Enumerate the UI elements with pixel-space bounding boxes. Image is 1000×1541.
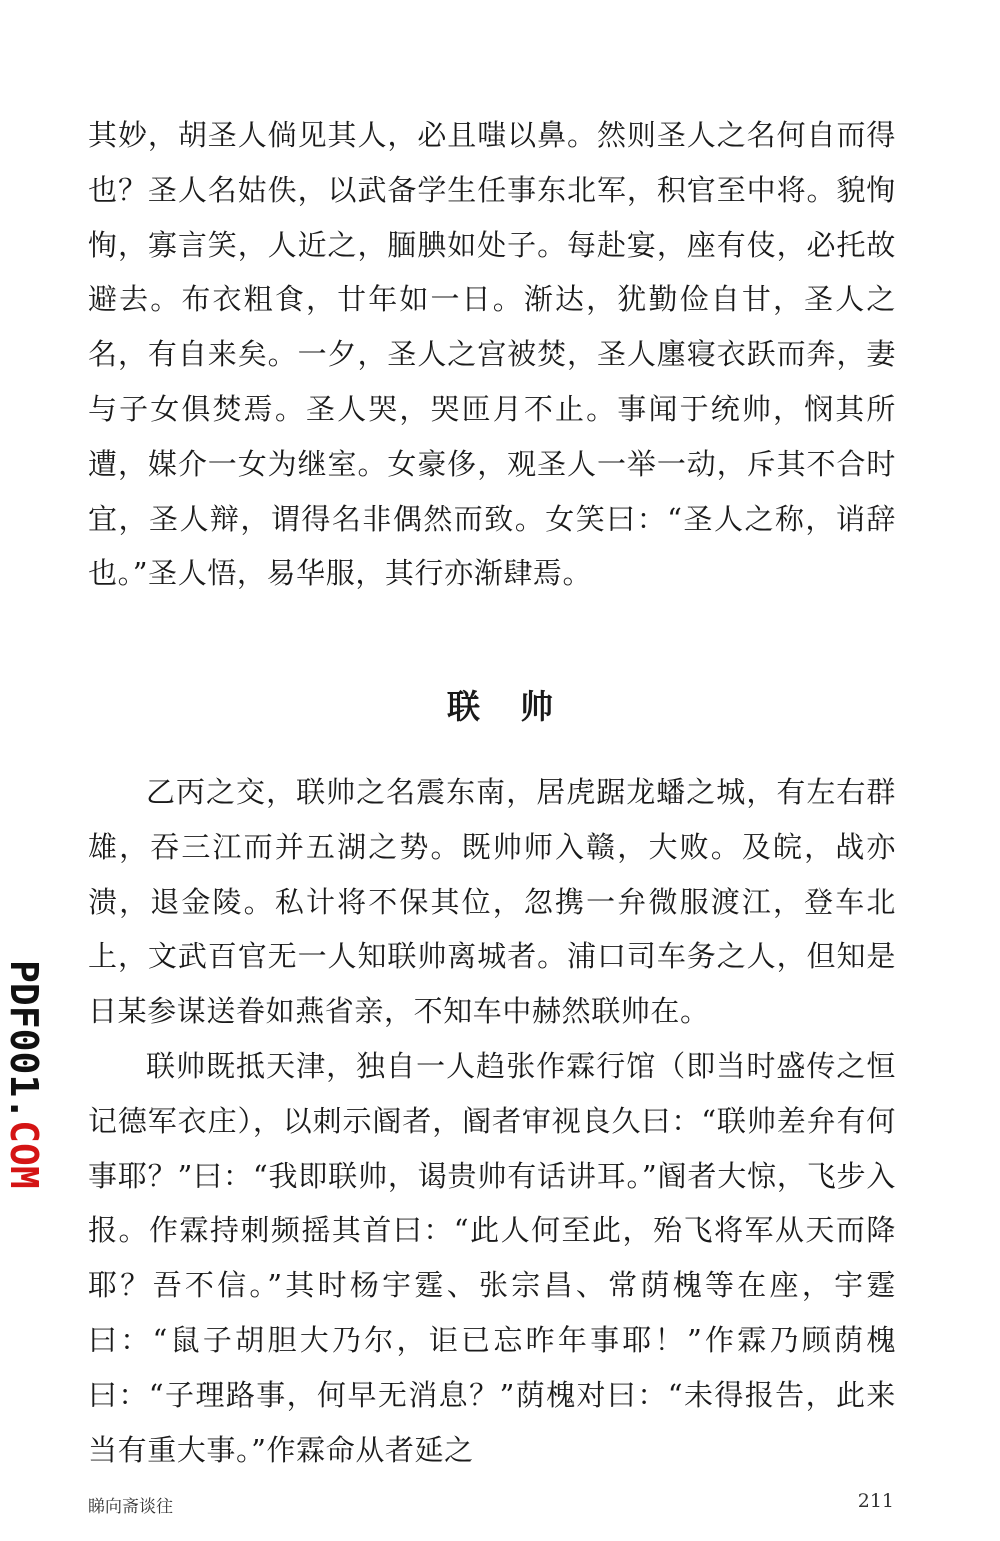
watermark-accent: COM	[2, 1120, 46, 1189]
paragraph-text: 联帅既抵天津，独自一人趋张作霖行馆（即当时盛传之恒记德军衣庄），以刺示阍者，阍者审视良久曰：“联帅差弁有何事耶？”曰：“我即联帅，谒贵帅有话讲耳。”阍者大惊，飞步入报。作霖持刺频摇其首曰：“此人何至此，殆飞将军从天而降耶？吾不信。”其时杨宇霆、张宗昌、常荫槐等在座，宇霆曰：“鼠子胡胆大乃尔，讵已忘昨年事耶！”作霖乃顾荫槐曰：“子理路事，何早无消息？”荫槐对曰：“未得报告，此来当有重大事。”作霖命从者延之	[88, 1048, 896, 1467]
section-body	[88, 765, 896, 1477]
running-footer-title: 睇向斋谈往	[88, 1497, 173, 1517]
watermark	[4, 960, 44, 1210]
paragraph-text: 乙丙之交，联帅之名震东南，居虎踞龙蟠之城，有左右群雄，吞三江而并五湖之势。既帅师入赣，大败。及皖，战亦溃，退金陵。私计将不保其位，忽携一弁微服渡江，登车北上，文武百官无一人知联帅离城者。浦口司车务之人，但知是日某参谋送眷如燕省亲，不知车中赫然联帅在。	[88, 775, 896, 1029]
continued-paragraph	[88, 108, 896, 601]
watermark-main: PDF001.	[2, 960, 46, 1121]
page-number: 211	[857, 1490, 894, 1512]
paragraph-text: 其妙，胡圣人倘见其人，必且嗤以鼻。然则圣人之名何自而得也？圣人名姑佚，以武备学生任事东北军，积官至中将。貌恂恂，寡言笑，人近之，腼腆如处子。每赴宴，座有伎，必托故避去。布衣粗食，廿年如一日。渐达，犹勤俭自甘，圣人之名，有自来矣。一夕，圣人之宫被焚，圣人廛寝衣跃而奔，妻与子女俱焚焉。圣人哭，哭匝月不止。事闻于统帅，悯其所遭，媒介一女为继室。女豪侈，观圣人一举一动，斥其不合时宜，圣人辩，谓得名非偶然而致。女笑曰：“圣人之称，诮辞也。”圣人悟，易华服，其行亦渐肆焉。	[88, 118, 896, 591]
section-title: 联帅	[447, 687, 593, 726]
